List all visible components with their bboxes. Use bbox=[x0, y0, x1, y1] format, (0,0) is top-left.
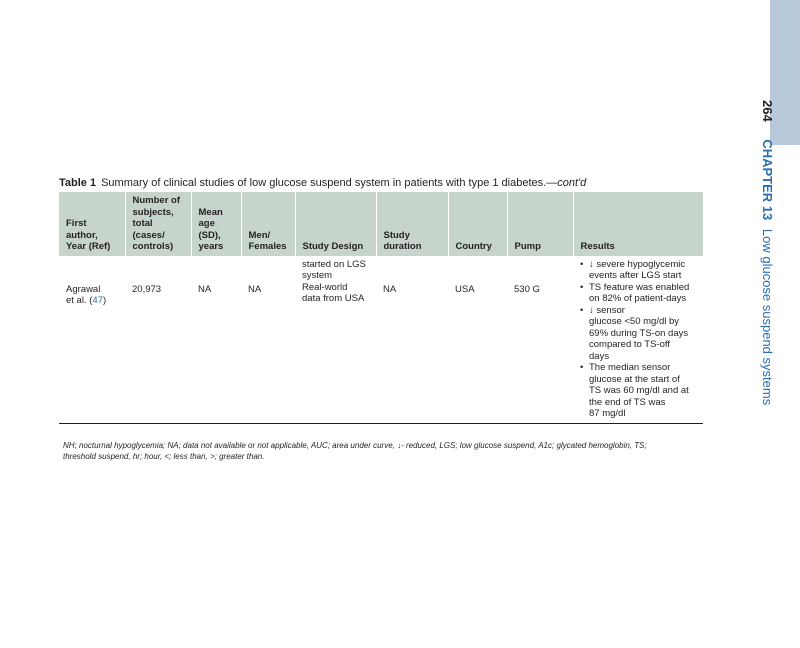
header-study-design: Study Design bbox=[295, 192, 376, 256]
page-number: 264 bbox=[760, 100, 775, 122]
header-mean-age: Mean age (SD), years bbox=[191, 192, 241, 256]
cell-study-design: started on LGS system Real-world data from USA bbox=[295, 256, 376, 424]
table-header-row bbox=[59, 192, 703, 256]
results-list bbox=[580, 259, 699, 420]
header-pump: Pump bbox=[507, 192, 573, 256]
cell-subjects: 20,973 bbox=[125, 256, 191, 424]
header-results: Results bbox=[573, 192, 703, 256]
header-country: Country bbox=[448, 192, 507, 256]
chapter-label: CHAPTER 13 bbox=[760, 139, 775, 221]
clinical-studies-table bbox=[59, 192, 703, 424]
cell-country: USA bbox=[448, 256, 507, 424]
list-item: • ↓ severe hypoglycemic events after LGS start bbox=[580, 259, 699, 282]
header-first-author: First author, Year (Ref) bbox=[59, 192, 125, 256]
chapter-title: Low glucose suspend systems bbox=[760, 228, 775, 406]
caption-cont: —cont'd bbox=[546, 177, 587, 189]
cell-author: Agrawal et al. (47) bbox=[59, 256, 125, 424]
caption-label: Table 1 bbox=[59, 177, 97, 189]
footnote-line-2: threshold suspend, hr; hour, <; less than, >; greater than. bbox=[63, 452, 265, 461]
list-item: • TS feature was enabled on 82% of patient-days bbox=[580, 282, 699, 305]
cell-results bbox=[573, 256, 703, 424]
header-number-of-subjects: Number of subjects, total (cases/ controls) bbox=[125, 192, 191, 256]
table-caption bbox=[59, 177, 699, 189]
list-item: • ↓ sensor glucose <50 mg/dl by 69% during TS-on days compared to TS-off days bbox=[580, 305, 699, 363]
caption-text: Summary of clinical studies of low glucose suspend system in patients with type 1 diabetes. bbox=[101, 177, 547, 189]
running-head bbox=[759, 100, 775, 405]
cell-duration: NA bbox=[376, 256, 448, 424]
header-study-duration: Study duration bbox=[376, 192, 448, 256]
table-footnote bbox=[63, 440, 703, 462]
cell-mean-age: NA bbox=[191, 256, 241, 424]
cell-men-females: NA bbox=[241, 256, 295, 424]
reference-link[interactable]: 47 bbox=[92, 295, 103, 306]
footnote-line-1: NH; nocturnal hypoglycemia; NA; data not available or not applicable, AUC; area under curve, ↓- reduced, LGS; low glucose suspend, A1c; glycated hemoglobin, TS; bbox=[63, 441, 647, 450]
cell-pump: 530 G bbox=[507, 256, 573, 424]
table-row bbox=[59, 256, 703, 424]
header-men-females: Men/ Females bbox=[241, 192, 295, 256]
list-item: • The median sensor glucose at the start of TS was 60 mg/dl and at the end of TS was 87 mg/dl bbox=[580, 362, 699, 420]
